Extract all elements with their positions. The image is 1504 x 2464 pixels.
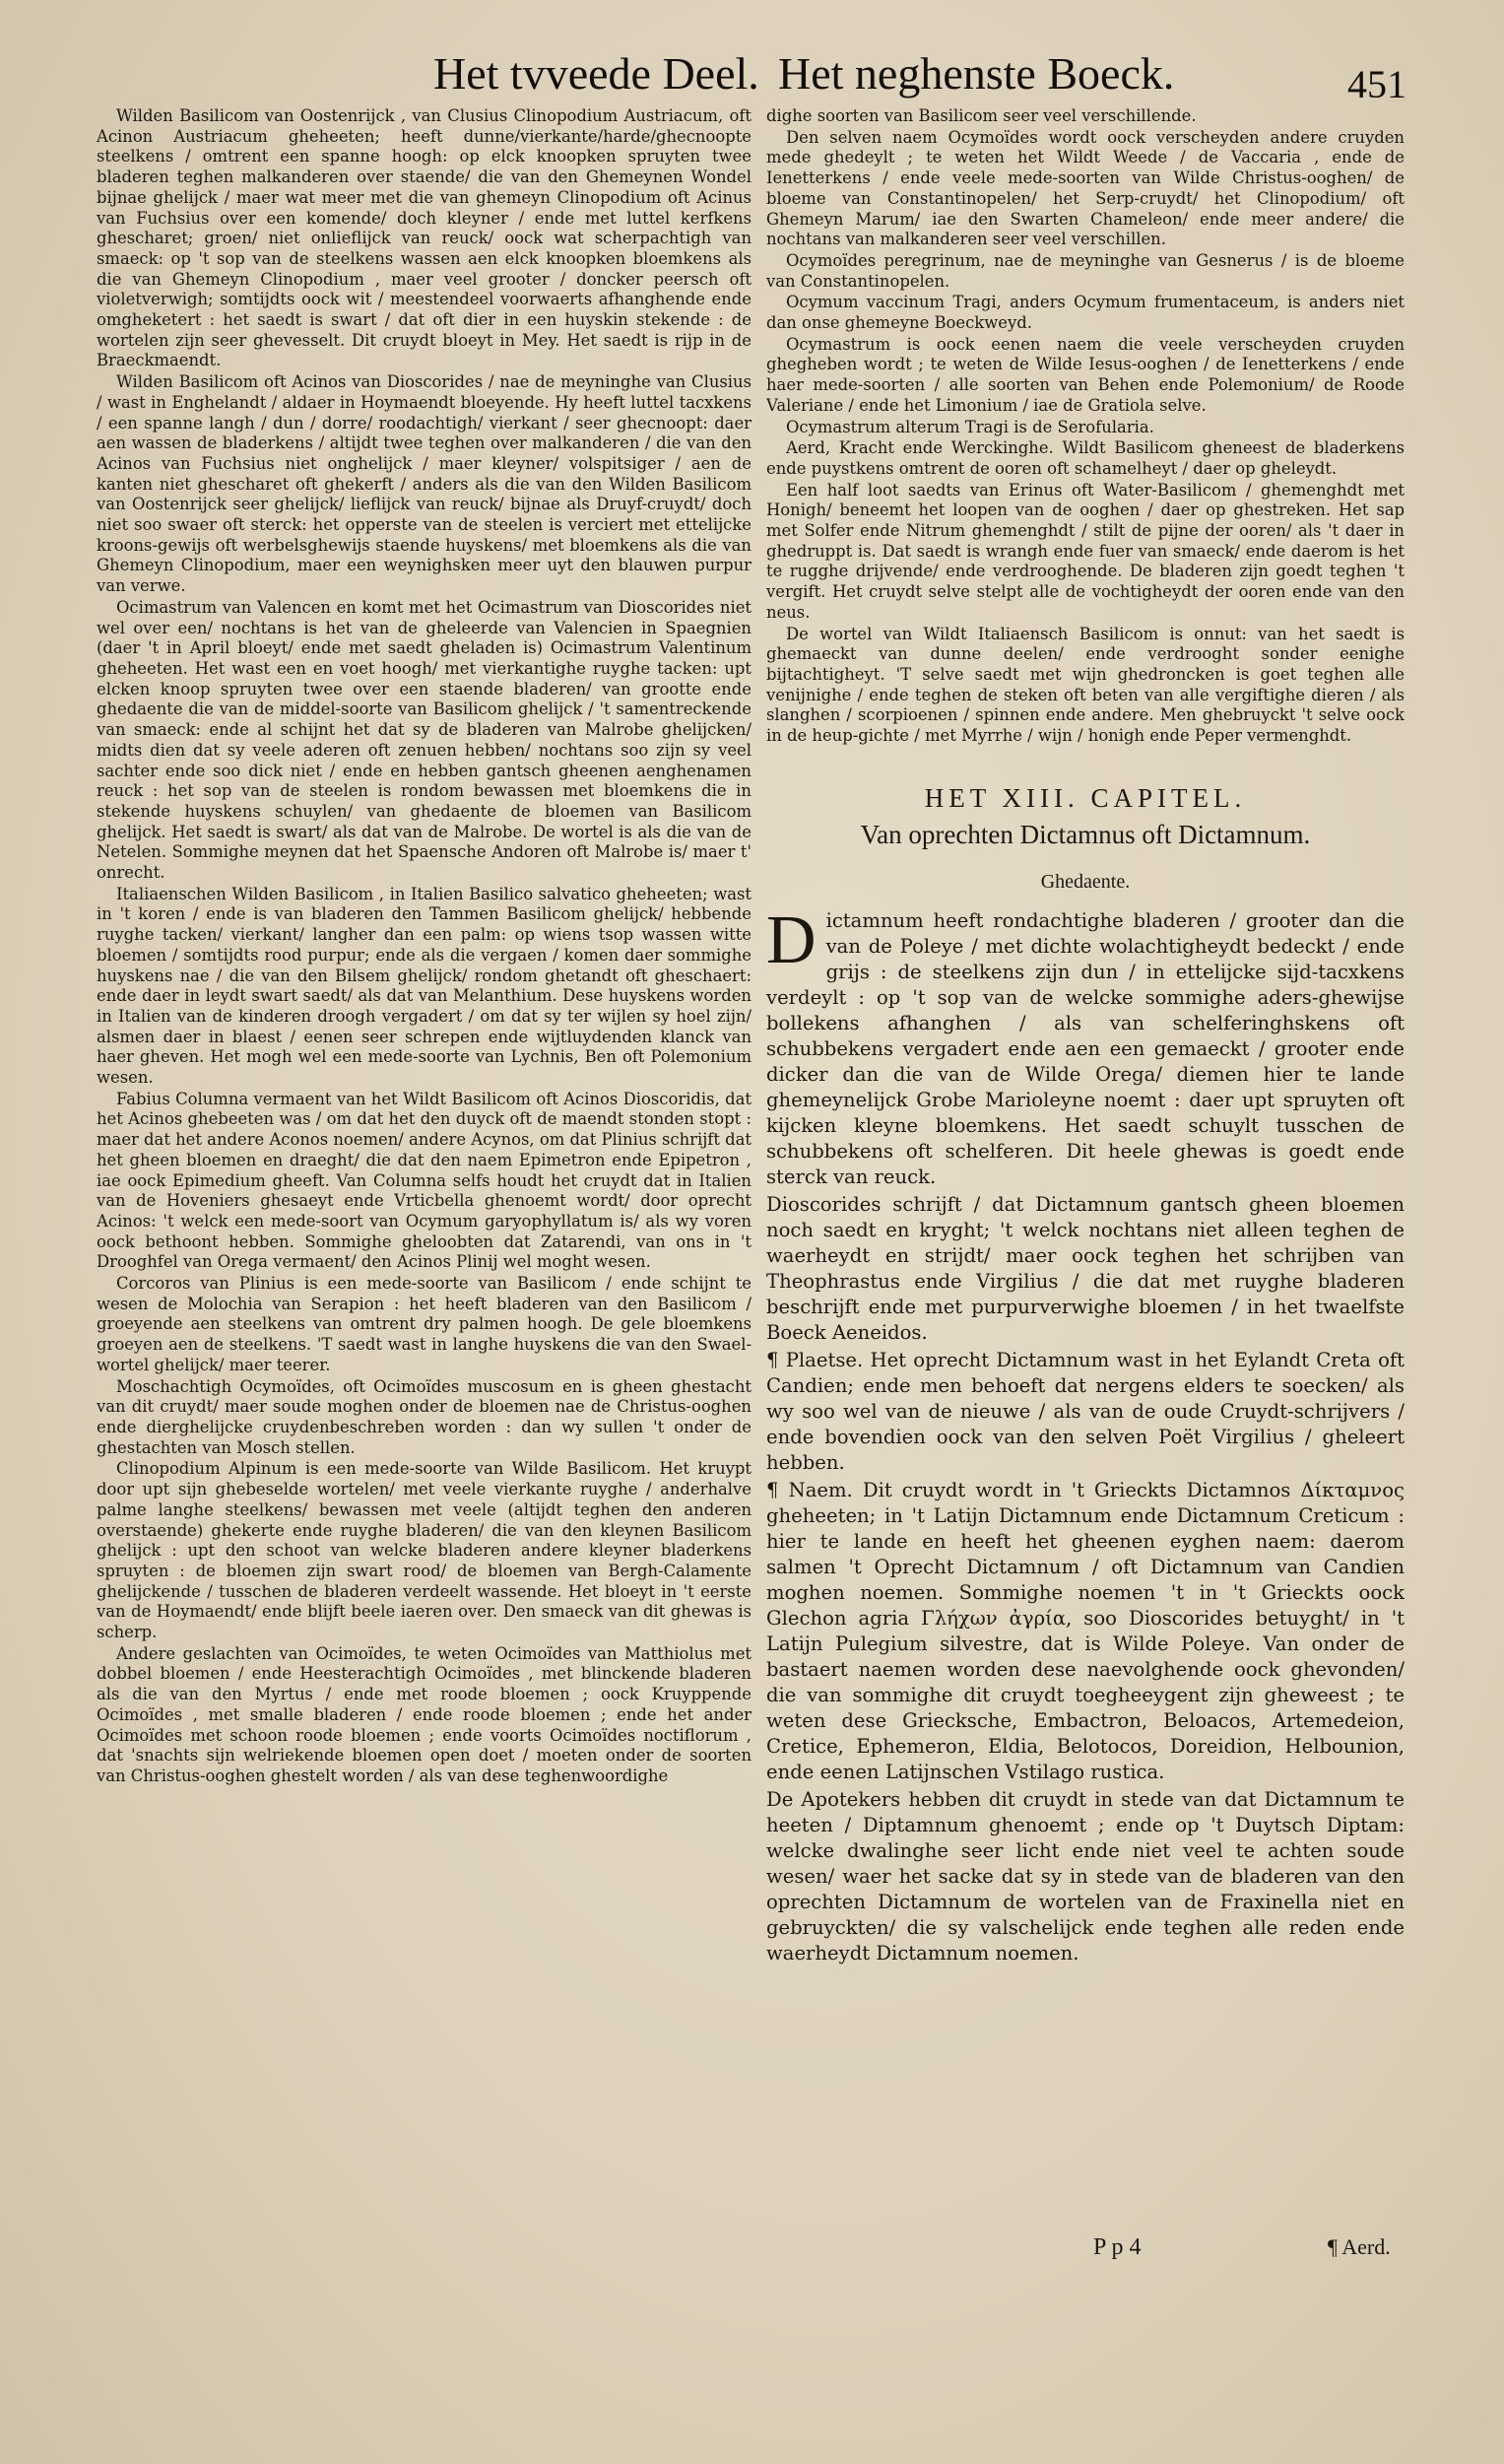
paragraph: Ocymoïdes peregrinum, nae de meyninghe van Gesnerus / is de bloeme van Constantinopelen. [766,250,1405,291]
paragraph: Clinopodium Alpinum is een mede-soorte van Wilde Basilicom. Het kruypt door upt sijn ghebeselde wortelen/ met veele vierkante ruyghe / anderhalve palme langhe steelkens/ bewassen met veele (altijdt teghen den anderen overstaende) ghekerte ende ruyghe bladeren/ die van den kleynen Basilicom ghelijck : upt den schoot van welcke bladeren andere kleyner bladerkens spruyten : de bloemen zijn swart rood/ de bloemen van Bergh-Calamente ghelijckende / tusschen de bladeren verdeelt wassende. Het bloeyt in 't eerste van de Hoymaendt/ ende blijft beele iaeren over. Den smaeck van dit ghewas is scherp. [97,1459,752,1642]
paragraph: dighe soorten van Basilicom seer veel verschillende. [766,106,1197,125]
running-head-part: Het tvveede Deel. [433,48,759,99]
paragraph: Den selven naem Ocymoïdes wordt oock verscheyden andere cruyden mede ghedeylt ; te weten het Wildt Weede / de Vaccaria , ende de Ienetterkens / ende veele mede-soorten van Wilde Christus-ooghen/ de bloeme van Constantinopelen/ het Serp-cruydt/ het Clinopodium/ oft Ghemeyn Marum/ iae den Swarten Chameleon/ ende meer andere/ die nochtans van malkanderen seer veel verschillen. [766,127,1405,249]
chapter-body [766,901,1405,1966]
paragraph: Corcoros van Plinius is een mede-soorte van Basilicom / ende schijnt te wesen de Molochia van Serapion : het heeft bladeren van den Basilicom / groeyende aen steelkens van omtrent dry palmen hoogh. De gele bloemkens groeyen aen de steelkens. 'T saedt wast in langhe huyskens die van den Swael-wortel ghelijck/ maer teerer. [97,1274,752,1374]
paragraph: Ocimastrum van Valencen en komt met het Ocimastrum van Dioscorides niet wel over een/ nochtans is het van de gheleerde van Valencien in Spaegnien (daer 't in April bloeyt/ ende met saedt gheladen is) Ocimastrum Valentinum gheheeten. Het wast een en voet hoogh/ met vierkantighe ruyghe tacken: upt elcken knoop spruyten twee over een staende bladeren/ van grootte ende ghedaente die van de middel-soorte van Basilicom ghelijck / 't samentreckende van smaeck: ende al schijnt het dat sy de bladeren van Malrobe ghelijcken/ midts dien dat sy veele aderen oft zenuen hebben/ nochtans soo zijn sy veel sachter ende soo dick niet / ende en hebben gantsch gheenen aenghenamen reuck : het sop van de steelen is rondom bewassen met bloemkens die in stekende huyskens schuylen/ van ghedaente de bloemen van Basilicom ghelijck. Het saedt is swart/ als dat van de Malrobe. De wortel is als die van de Netelen. Sommighe meynen dat het Spaensche Andoren oft Malrobe is/ maer t' onrecht. [97,597,752,883]
signature-mark: P p 4 [1093,2234,1142,2260]
paragraph: De wortel van Wildt Italiaensch Basilicom is onnut: van het saedt is ghemaeckt van dunne deelen/ ende verdrooght sonder eenighe bijtachtigheyt. 'T selve saedt met wijn ghedroncken is goet teghen alle venijnighe / ende teghen de steken oft beten van alle vergiftighe dieren / als slanghen / scorpioenen / spinnen ende andere. Men ghebruyckt 't selve oock in de heup-gichte / met Myrrhe / wijn / honigh ende Peper vermenghdt. [766,624,1405,746]
paragraph: Ocymastrum alterum Tragi is de Serofularia. [786,417,1154,436]
chapter-title: HET XIII. CAPITEL. [924,782,1247,813]
paragraph: Dioscorides schrijft / dat Dictamnum gantsch gheen bloemen noch saedt en kryght; 't welck nochtans niet alleen teghen de waerheydt en strijdt/ maer oock teghen het schrijben van Theophrastus ende Virgilius / die dat met ruyghe bladeren beschrijft ende met purpurverwighe bloemen / in het twaelfste Boeck Aeneidos. [766,1192,1405,1344]
paragraph: Een half loot saedts van Erinus oft Water-Basilicom / ghemenghdt met Honigh/ beneemt het loopen van de ooghen / daer op ghestreken. Het sap met Solfer ende Nitrum ghemenghdt / stilt de pijne der ooren/ als 't daer in ghedruppt is. Dat saedt is wrangh ende fuer van smaeck/ ende daerom is het te rugghe drijvende/ ende verdrooghende. De bladeren zijn goedt teghen 't vergift. Het cruydt selve stelpt alle de vochtigheydt der ooren ende van den neus. [766,480,1405,622]
page-number: 451 [1347,62,1406,106]
right-column [766,106,1405,2274]
catchword: ¶ Aerd. [1328,2234,1391,2259]
running-head-book: Het neghenste Boeck. [778,48,1175,99]
paragraph: Aerd, Kracht ende Werckinghe. Wildt Basilicom gheneest de bladerkens ende puystkens omtrent de ooren oft schamelheyt / daer op gheleydt. [766,438,1405,478]
paragraph: De Apotekers hebben dit cruydt in stede van dat Dictamnum te heeten / Diptamnum ghenoemt ; ende op 't Duytsch Diptam: welcke dwalinghe seer licht ende niet veel te achten soude wesen/ waer het sacke dat sy in stede van de bladeren van den oprechten Dictamnum de wortelen van de Fraxinella niet en gebruyckten/ die sy valschelijck ende teghen alle reden ende waerheydt Dictamnum noemen. [766,1787,1405,1965]
paragraph: Andere geslachten van Ocimoïdes, te weten Ocimoïdes van Matthiolus met dobbel bloemen / ende Heesterachtigh Ocimoïdes , met blinckende bladeren als die van den Myrtus / ende met roode bloemen ; oock Kruyppende Ocimoïdes , met smalle bladeren / ende roode bloemen ; ende het ander Ocimoïdes met schoon roode bloemen ; ende voorts Ocimoïdes noctiflorum , dat 'snachts sijn welriekende bloemen open doet / moeten onder de soorten van Christus-ooghen ghestelt worden / als van dese teghenwoordighe [97,1643,752,1785]
paragraph: Italiaenschen Wilden Basilicom , in Italien Basilico salvatico gheheeten; wast in 't koren / ende is van bladeren den Tammen Basilicom ghelijck/ hebbende ruyghe tacken/ vierkant/ langher dan een palm: op wiens tsop wassen witte bloemen / somtijdts rood purpur; ende als die vergaen / komen daer sommighe huyskens nae / die van den Bilsem ghelijck/ rondom ghetandt oft gheschaert: ende daer in leydt swart saedt/ als dat van Melanthium. Dese huyskens worden in Italien van de kinderen droogh vergadert / om dat sy ter wijlen sy hoel zijn/ alsmen daer in blaest / eenen seer schrepen ende wijtluydenden klanck van haer gheven. Het mogh wel een mede-soorte van Lychnis, Ben oft Polemonium wesen. [97,884,752,1088]
chapter-subtitle: Van oprechten Dictamnus oft Dictamnum. [860,819,1311,849]
paragraph: Wilden Basilicom van Oostenrijck , van Clusius Clinopodium Austriacum, oft Acinon Austriacum gheheeten; heeft dunne/vierkante/harde/ghecnoopte steelkens / omtrent een spanne hoogh: op elck knoopken spruyten twee bladeren teghen malkanderen over staende/ die van den Ghemeynen Wondel bijnae ghelijck / maer wat meer met die van ghemeyn Clinopodium oft Acinus van Fuchsius over een komende/ doch kleyner / ende met luttel kerfkens ghescharet; groen/ niet onlieflijck van reuck/ oock wat scherpachtigh van smaeck: op 't sop van de steelkens wassen aen elck knoopken bloemkens als die van Ghemeyn Clinopodium , maer veel grooter / doncker peersch oft violetverwigh; somtijdts oock wit / meestendeel voorwaerts afhanghende ende omgheketert : het saedt is swart / dat oft dier in een huyskin stekende : de wortelen zijn seer ghevesselt. Dit cruydt bloeyt in Mey. Het saedt is rijp in de Braeckmaendt. [97,106,752,370]
paragraph: Ocymum vaccinum Tragi, anders Ocymum frumentaceum, is anders niet dan onse ghemeyne Boeckweyd. [766,293,1405,333]
left-column [97,106,752,2254]
paragraph: Moschachtigh Ocymoïdes, oft Ocimoïdes muscosum en is gheen ghestacht van dit cruydt/ maer soude moghen onder de bloemen nae de Christus-ooghen ende dierghelijcke cruydenbeschreben worden : dan wy sullen 't onder de ghestachten van Mosch stellen. [97,1376,752,1457]
drop-cap: D [766,901,817,978]
paragraph: Ocymastrum is oock eenen naem die veele verscheyden cruyden ghegheben wordt ; te weten de Wilde Iesus-ooghen / de Ienetterkens / ende haer mede-soorten / alle soorten van Behen ende Polemonium/ de Roode Valeriane / ende het Limonium / iae de Gratiola selve. [766,334,1405,415]
paragraph: ¶ Naem. Dit cruydt wordt in 't Grieckts Dictamnos Δίκταμνος gheheeten; in 't Latijn Dictamnum ende Dictamnum Creticum : hier te lande en heeft het gheenen eyghen naem: daerom salmen 't Oprecht Dictamnum / oft Dictamnum van Candien moghen noemen. Sommighe noemen 't in 't Grieckts oock Glechon agria Γλήχων ἀγρία, soo Dioscorides betuyght/ in 't Latijn Pulegium silvestre, dat is Wilde Poleye. Van onder de bastaert naemen worden dese naevolghende oock ghevonden/ die van sommighe dit cruydt toegheeygent zijn gheweest ; te weten dese Griecksche, Embactron, Beloacos, Artemedeion, Cretice, Ephemeron, Eldia, Belotocos, Doreidion, Helbounion, ende eenen Latijnschen Vstilago rustica. [766,1478,1405,1783]
paragraph: ¶ Plaetse. Het oprecht Dictamnum wast in het Eylandt Creta oft Candien; ende men behoeft dat nergens elders te soecken/ als wy soo wel van de nieuwe / als van de oude Cruydt-schrijvers / ende bovendien oock van den selven Poët Virgilius / gheleert hebben. [766,1348,1405,1474]
paragraph: Wilden Basilicom oft Acinos van Dioscorides / nae de meyninghe van Clusius / wast in Enghelandt / aldaer in Hoymaendt bloeyende. Hy heeft luttel tacxkens / een spanne langh / dun / dorre/ roodachtigh/ vierkant / seer ghecnoopt: daer aen wassen de bladerkens / altijdt twee teghen over malkanderen / die van den Acinos van Fuchsius niet onghelijck / maer kleyner/ volspitsiger / aen de kanten niet ghescharet oft ghekerft / anders als die van den Wilden Basilicom van Oostenrijck seer ghelijck/ lieflijck van reuck/ bijnae als Druyf-cruydt/ doch niet soo swaer oft sterck: het opperste van de steelen is verciert met ettelijcke kroons-gewijs oft werbelsghewijs staende huyskens/ met bloemkens als die van Ghemeyn Clinopodium, maer een weynighsken meer uyt den blauwen purpur van verwe. [97,372,752,596]
opening-paragraph: Dictamnum heeft rondachtighe bladeren / grooter dan die van de Poleye / met dichte wolachtigheydt bedeckt / ende grijs : de steelkens zijn dun / in ettelijcke sijd-tacxkens verdeylt : op 't sop van de welcke sommighe aders-ghewijse bollekens afhanghen / als van schelferinghskens oft schubbekens vergadert ende aen een gemaeckt / grooter ende dicker dan die van de Wilde Orega/ diemen hier te lande ghemeynelijck Grobe Marioleyne noemt : daer upt spruyten oft kijcken kleyne bloemkens. Het saedt schuylt tusschen de schubbekens oft schelferen. Dit heele ghewas is goedt ende sterck van reuck. [766,901,1405,1188]
section-heading: Ghedaente. [1040,871,1131,894]
paragraph: Fabius Columna vermaent van het Wildt Basilicom oft Acinos Dioscoridis, dat het Acinos ghebeeten was / om dat het den duyck oft de maendt stonden stopt : maer dat het andere Aconos noemen/ andere Acynos, om dat Plinius schrijft dat het gheen bloemen en draeght/ die dat den naem Epimetron ende Epipetron , iae oock Epimedium gheeft. Van Columna selfs houdt het cruydt dat in Italien van de Hoveniers ghesaeyt ende Vrticbella ghenoemt wordt/ door oprecht Acinos: 't welck een mede-soort van Ocymum garyophyllatum is/ als wy voren oock bethoont hebben. Sommighe gheloobten dat Zatarendi, van ons in 't Drooghfel van Orega vermaent/ den Acinos Plinij wel moght wesen. [97,1089,752,1272]
